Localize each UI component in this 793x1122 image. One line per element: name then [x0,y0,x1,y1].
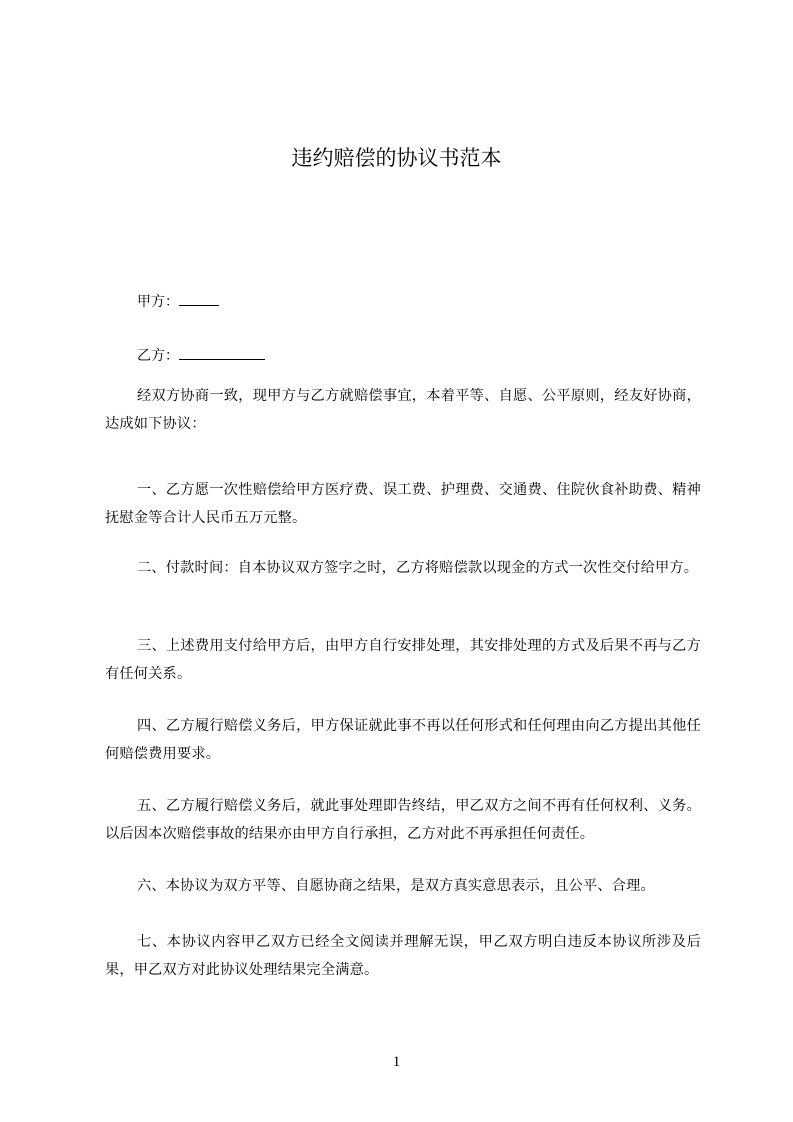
party-a-blank [179,291,219,306]
party-b-line [137,345,265,366]
party-b-blank [179,345,265,360]
party-b-label: 乙方： [137,348,179,364]
clause-6: 六、本协议为双方平等、自愿协商之结果，是双方真实意思表示，且公平、合理。 [137,878,655,894]
intro-paragraph: 经双方协商一致，现甲方与乙方就赔偿事宜，本着平等、自愿、公平原则，经友好协商，达成如下协议： [105,388,701,432]
clause-7: 七、本协议内容甲乙双方已经全文阅读并理解无误，甲乙双方明白违反本协议所涉及后果，甲乙双方对此协议处理结果完全满意。 [105,934,701,978]
clause-5: 五、乙方履行赔偿义务后，就此事处理即告终结，甲乙双方之间不再有任何权利、义务。以后因本次赔偿事故的结果亦由甲方自行承担，乙方对此不再承担任何责任。 [105,798,701,842]
clause-2: 二、付款时间：自本协议双方签字之时，乙方将赔偿款以现金的方式一次性交付给甲方。 [137,560,699,576]
clause-1: 一、乙方愿一次性赔偿给甲方医疗费、误工费、护理费、交通费、住院伙食补助费、精神抚慰金等合计人民币五万元整。 [105,482,701,526]
party-a-line [137,291,219,312]
document-title: 违约赔偿的协议书范本 [291,146,502,170]
page-number: 1 [392,1054,401,1070]
clause-4: 四、乙方履行赔偿义务后，甲方保证就此事不再以任何形式和任何理由向乙方提出其他任何赔偿费用要求。 [105,718,701,762]
party-a-label: 甲方： [137,294,179,310]
clause-3: 三、上述费用支付给甲方后，由甲方自行安排处理，其安排处理的方式及后果不再与乙方有任何关系。 [105,638,701,682]
